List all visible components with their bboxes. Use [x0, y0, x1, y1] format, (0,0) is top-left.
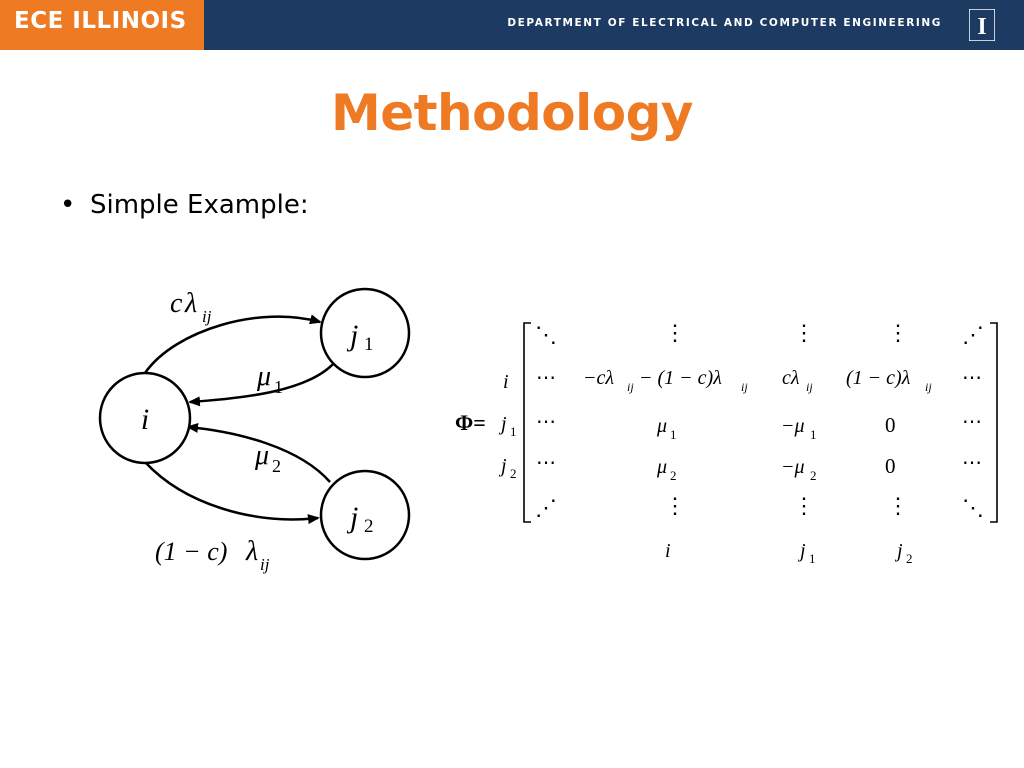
matrix-vdots-top-3: ⋮ — [887, 320, 909, 345]
matrix-cell-j2-j1 — [781, 456, 817, 483]
matrix-cell-i-i-sub2: ij — [741, 380, 748, 394]
svg-text:j: j — [350, 501, 359, 534]
svg-text:j: j — [501, 413, 507, 435]
matrix-cell-j1-i — [656, 415, 677, 442]
svg-text:2: 2 — [906, 551, 913, 566]
matrix-cdots-row-j1-left: ⋯ — [536, 411, 556, 433]
svg-text:1: 1 — [510, 424, 517, 439]
svg-text:1: 1 — [670, 427, 677, 442]
svg-text:−cλ: −cλ — [583, 367, 615, 389]
svg-text:2: 2 — [810, 468, 817, 483]
matrix-cell-j2-i — [656, 456, 677, 483]
matrix-cell-j1-j2: 0 — [885, 413, 896, 437]
svg-text:μ: μ — [257, 361, 272, 392]
matrix-cdots-row-j2-right: ⋯ — [962, 452, 982, 474]
matrix-label-phi: Φ= — [455, 410, 486, 435]
svg-text:μ: μ — [657, 415, 668, 437]
svg-text:−μ: −μ — [781, 415, 805, 437]
svg-text:j: j — [897, 540, 903, 562]
matrix-udots-top-right: ⋰ — [962, 322, 984, 347]
svg-text:− (1 − c)λ: − (1 − c)λ — [639, 367, 722, 389]
svg-text:2: 2 — [670, 468, 677, 483]
svg-text:2: 2 — [364, 516, 374, 537]
matrix-vdots-top-1: ⋮ — [664, 320, 686, 345]
svg-text:μ: μ — [657, 456, 668, 478]
svg-text:−μ: −μ — [781, 456, 805, 478]
row-label-j1 — [498, 413, 517, 439]
svg-text:I: I — [977, 14, 987, 40]
svg-text:2: 2 — [272, 456, 281, 476]
svg-text:i: i — [503, 371, 509, 393]
svg-text:cλ: cλ — [782, 367, 800, 389]
svg-text:λ: λ — [185, 288, 198, 319]
matrix-vdots-top-2: ⋮ — [793, 320, 815, 345]
svg-text:1: 1 — [810, 427, 817, 442]
matrix-cell-i-j1 — [782, 367, 813, 394]
department-name: DEPARTMENT OF ELECTRICAL AND COMPUTER ENGINEERING — [507, 17, 942, 29]
svg-text:(1 − c): (1 − c) — [155, 537, 228, 566]
matrix-cdots-row-i-right: ⋯ — [962, 367, 982, 389]
row-label-i — [503, 371, 509, 393]
matrix-cell-i-i — [583, 367, 722, 394]
svg-text:c: c — [170, 288, 183, 319]
bullet-text: Simple Example: — [90, 190, 309, 220]
col-label-j2 — [894, 540, 913, 566]
svg-text:ij: ij — [202, 307, 212, 326]
matrix-cdots-row-i-left: ⋯ — [536, 367, 556, 389]
svg-text:1: 1 — [274, 377, 283, 397]
svg-text:j: j — [501, 455, 507, 477]
svg-text:2: 2 — [510, 466, 517, 481]
col-label-j1 — [797, 540, 816, 566]
matrix-right-bracket — [990, 323, 997, 522]
matrix-cell-j1-j1 — [781, 415, 817, 442]
row-label-j2 — [498, 455, 517, 481]
matrix-cell-j2-j2: 0 — [885, 454, 896, 478]
matrix-vdots-bottom-1: ⋮ — [664, 493, 686, 518]
matrix-udots-bottom-left: ⋰ — [535, 495, 557, 520]
svg-text:1: 1 — [364, 334, 374, 355]
svg-text:i: i — [140, 403, 150, 436]
matrix-cdots-row-j2-left: ⋯ — [536, 452, 556, 474]
svg-text:ij: ij — [627, 380, 634, 394]
svg-text:j: j — [800, 540, 806, 562]
svg-text:i: i — [665, 540, 671, 562]
brand-logo-text: ECE ILLINOIS — [14, 8, 187, 34]
svg-text:λ: λ — [246, 536, 259, 567]
svg-text:ij: ij — [260, 555, 270, 574]
slide-title: Methodology — [330, 84, 694, 142]
matrix-cdots-row-j1-right: ⋯ — [962, 411, 982, 433]
svg-text:ij: ij — [806, 380, 813, 394]
col-label-i — [665, 540, 671, 562]
svg-text:μ: μ — [255, 440, 270, 471]
svg-text:j: j — [350, 319, 359, 352]
svg-text:(1 − c)λ: (1 − c)λ — [846, 367, 911, 389]
matrix-cell-i-j2 — [846, 367, 932, 394]
svg-text:ij: ij — [925, 380, 932, 394]
matrix-ddots-top-left: ⋱ — [535, 322, 557, 347]
bullet-symbol: • — [60, 190, 76, 220]
svg-text:1: 1 — [809, 551, 816, 566]
matrix-ddots-bottom-right: ⋱ — [962, 495, 984, 520]
matrix-vdots-bottom-3: ⋮ — [887, 493, 909, 518]
matrix-vdots-bottom-2: ⋮ — [793, 493, 815, 518]
matrix-left-bracket — [524, 323, 531, 522]
